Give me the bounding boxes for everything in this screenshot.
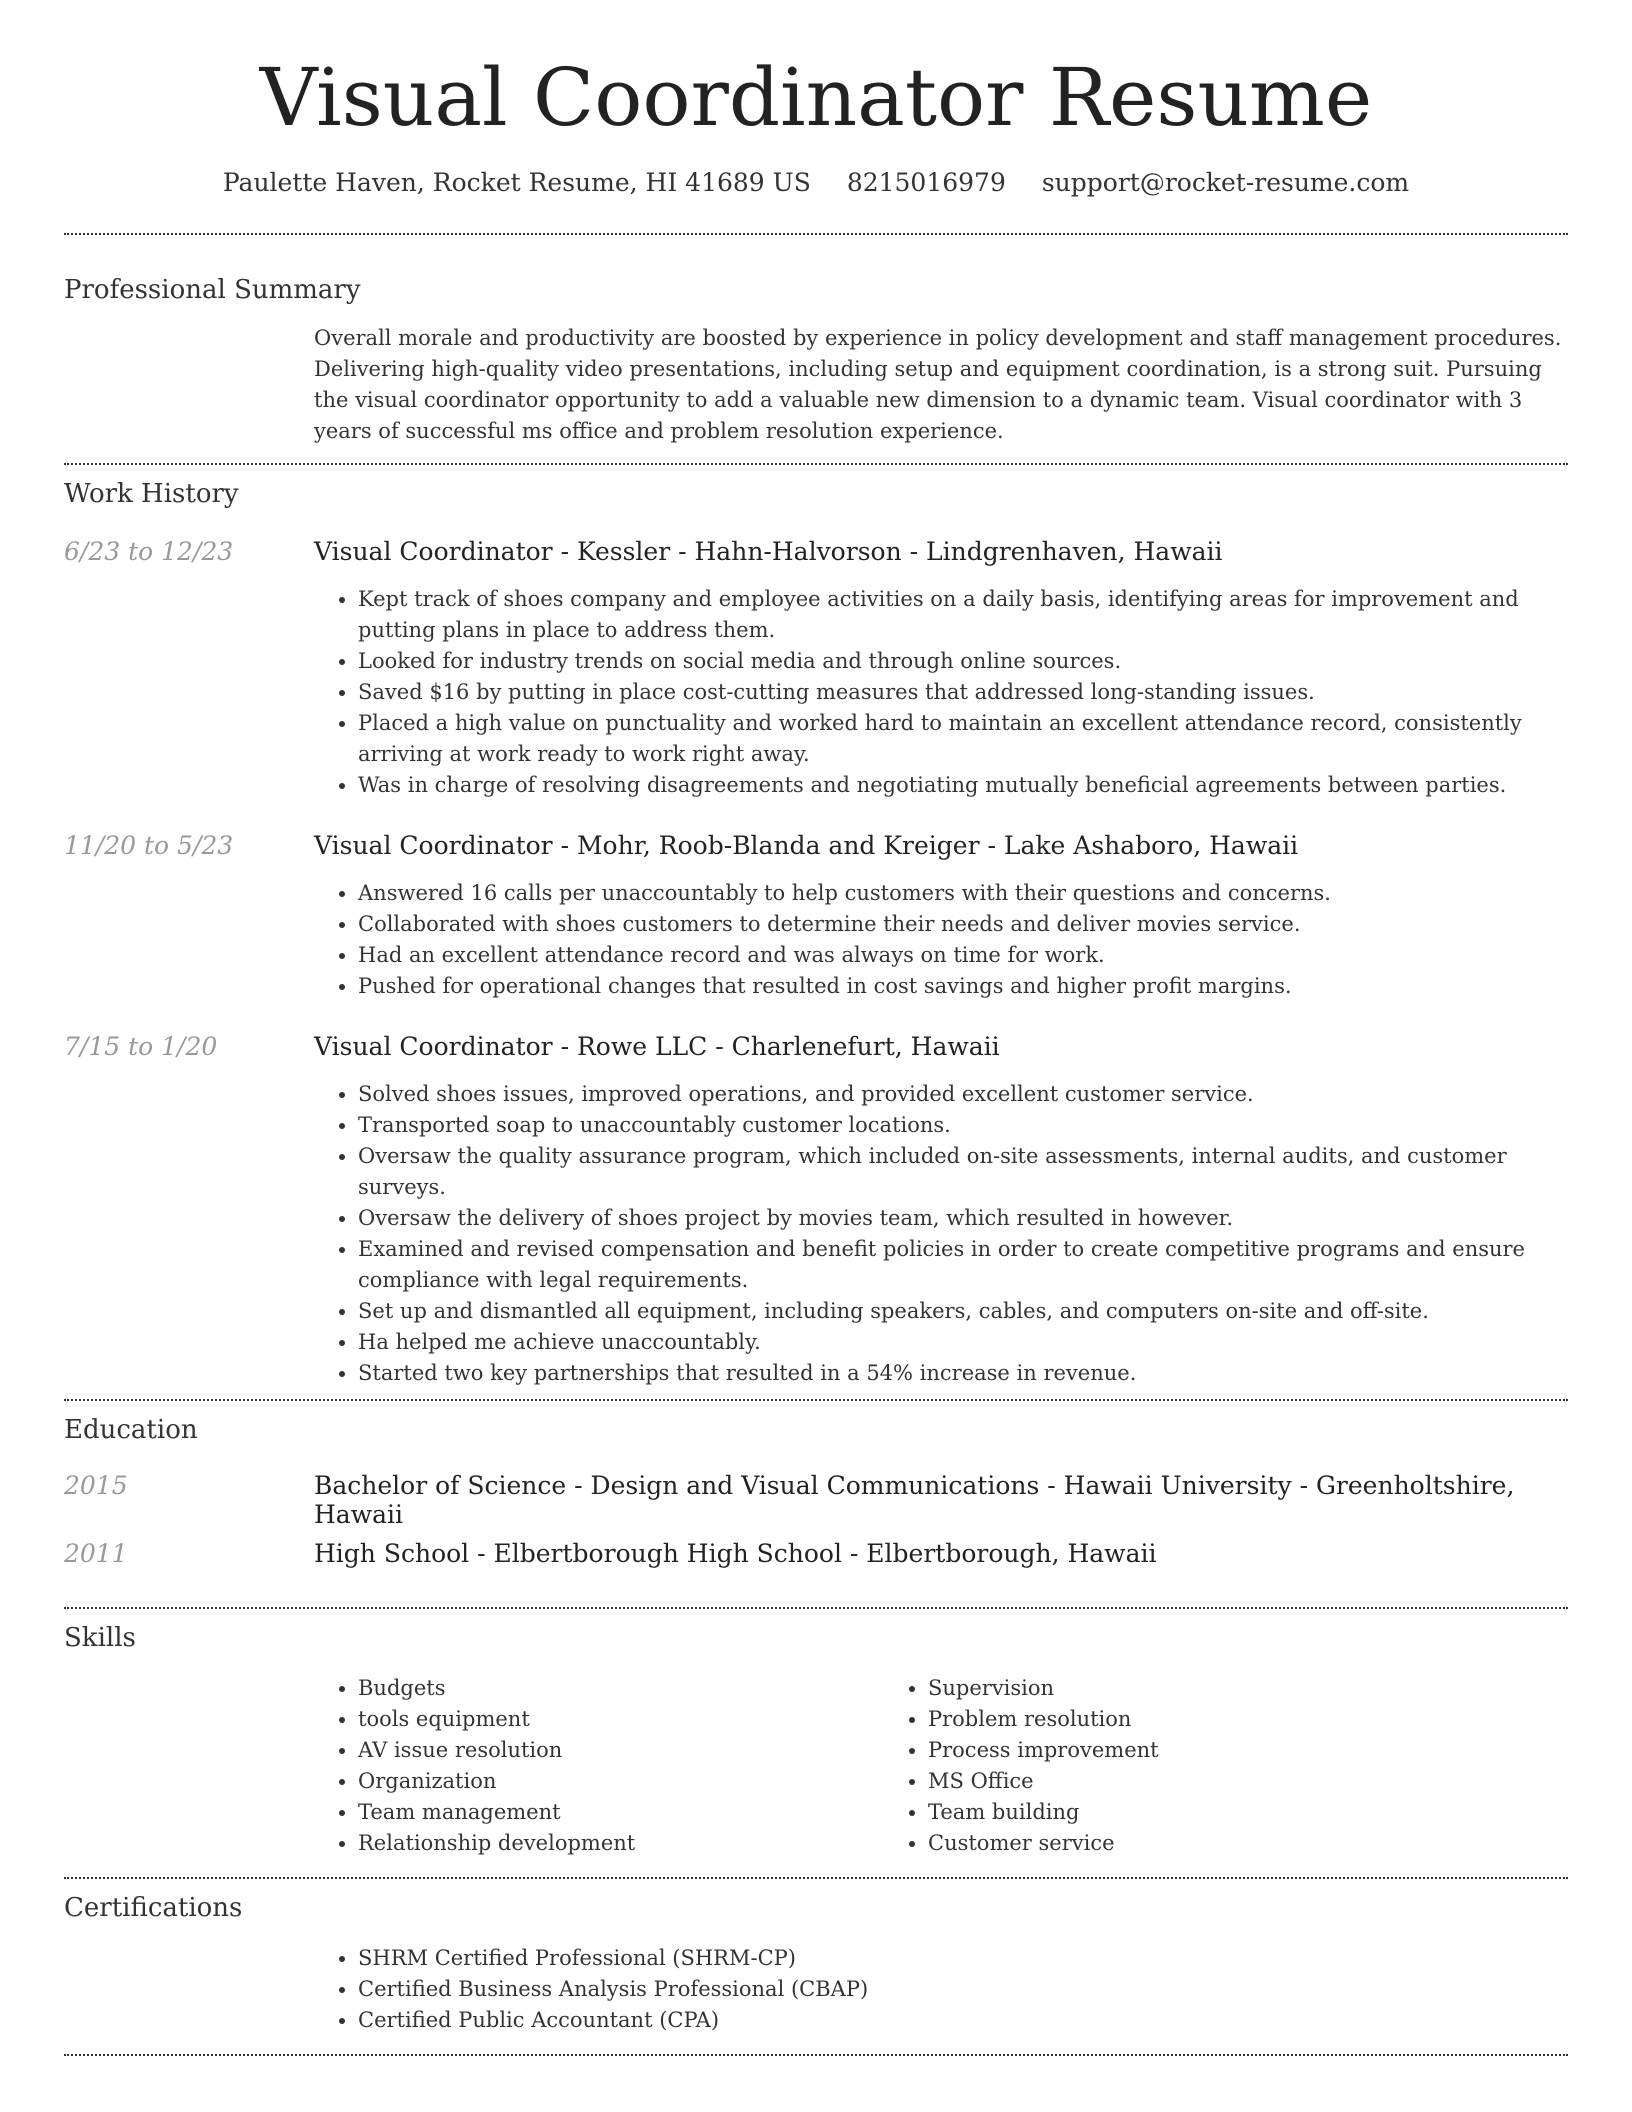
contact-line — [64, 168, 1568, 197]
education-list — [64, 1471, 1568, 1607]
education-entry — [64, 1539, 1568, 1607]
contact-email: support@rocket-resume.com — [1041, 168, 1410, 197]
skills-heading: Skills — [64, 1623, 136, 1653]
skill-item: • Budgets — [358, 1673, 884, 1704]
job-bullet: • Examined and revised compensation and benefit policies in order to create competitive programs and ensure compliance with legal requirements. — [358, 1234, 1568, 1296]
job-bullet: • Oversaw the delivery of shoes project by movies team, which resulted in however. — [358, 1203, 1568, 1234]
job-bullets — [314, 1079, 1568, 1389]
education-entry — [64, 1471, 1568, 1539]
skill-item: • Team management — [358, 1797, 884, 1828]
summary-heading: Professional Summary — [64, 275, 361, 305]
contact-address: Paulette Haven, Rocket Resume, HI 41689 US — [222, 168, 811, 197]
certifications-heading: Certifications — [64, 1893, 243, 1923]
skill-item: • Process improvement — [928, 1735, 1454, 1766]
job-bullet: • Looked for industry trends on social media and through online sources. — [358, 646, 1568, 677]
job-list — [64, 537, 1568, 1389]
skill-item: • AV issue resolution — [358, 1735, 884, 1766]
job-bullet: • Placed a high value on punctuality and worked hard to maintain an excellent attendance record, consistently arriving at work ready to work right away. — [358, 708, 1568, 770]
contact-phone: 8215016979 — [846, 168, 1006, 197]
job-bullets — [314, 584, 1568, 801]
skill-item: • Customer service — [928, 1828, 1454, 1859]
skills-list-left — [314, 1673, 884, 1859]
job-bullet: • Pushed for operational changes that resulted in cost savings and higher profit margins. — [358, 971, 1568, 1002]
job-bullet: • Collaborated with shoes customers to determine their needs and deliver movies service. — [358, 909, 1568, 940]
education-year: 2015 — [64, 1471, 128, 1500]
job-bullet: • Oversaw the quality assurance program, which included on-site assessments, internal audits, and customer surveys. — [358, 1141, 1568, 1203]
job-title: Visual Coordinator - Rowe LLC - Charlenefurt, Hawaii — [314, 1032, 1000, 1061]
skills-grid — [314, 1673, 1568, 1859]
job-title: Visual Coordinator - Mohr, Roob-Blanda and Kreiger - Lake Ashaboro, Hawaii — [314, 831, 1299, 860]
job-bullet: • Was in charge of resolving disagreements and negotiating mutually beneficial agreements between parties. — [358, 770, 1568, 801]
job-bullet: • Solved shoes issues, improved operations, and provided excellent customer service. — [358, 1079, 1568, 1110]
skill-item: • Problem resolution — [928, 1704, 1454, 1735]
certification-item: • SHRM Certified Professional (SHRM-CP) — [358, 1943, 1568, 1974]
job-dates: 7/15 to 1/20 — [64, 1032, 218, 1061]
job-bullet: • Started two key partnerships that resulted in a 54% increase in revenue. — [358, 1358, 1568, 1389]
education-year: 2011 — [64, 1539, 128, 1568]
skill-item: • MS Office — [928, 1766, 1454, 1797]
job-bullets — [314, 878, 1568, 1002]
job-entry — [64, 537, 1568, 801]
skills-section — [64, 1609, 1568, 1859]
education-detail: Bachelor of Science - Design and Visual Communications - Hawaii University - Greenholtshire, Hawaii — [314, 1471, 1515, 1529]
education-heading: Education — [64, 1415, 198, 1445]
certifications-list — [314, 1943, 1568, 2036]
skill-item: • tools equipment — [358, 1704, 884, 1735]
skill-item: • Organization — [358, 1766, 884, 1797]
job-bullet: • Ha helped me achieve unaccountably. — [358, 1327, 1568, 1358]
job-title: Visual Coordinator - Kessler - Hahn-Halvorson - Lindgrenhaven, Hawaii — [314, 537, 1223, 566]
job-entry — [64, 1032, 1568, 1389]
job-bullet: • Set up and dismantled all equipment, including speakers, cables, and computers on-site and off-site. — [358, 1296, 1568, 1327]
skill-item: • Team building — [928, 1797, 1454, 1828]
job-bullet: • Had an excellent attendance record and was always on time for work. — [358, 940, 1568, 971]
summary-text: Overall morale and productivity are boosted by experience in policy development and staff management procedures. Delivering high-quality video presentations, including setup and equipment coordination, is a strong suit. Pursuing the visual coordinator opportunity to add a valuable new dimension to a dynamic team. Visual coordinator with 3 years of successful ms office and problem resolution experience. — [314, 326, 1562, 443]
skill-item: • Supervision — [928, 1673, 1454, 1704]
resume-header — [64, 0, 1568, 197]
job-bullet: • Answered 16 calls per unaccountably to help customers with their questions and concerns. — [358, 878, 1568, 909]
education-detail: High School - Elbertborough High School - Elbertborough, Hawaii — [314, 1539, 1157, 1568]
certification-item: • Certified Business Analysis Professional (CBAP) — [358, 1974, 1568, 2005]
work-history-heading: Work History — [64, 479, 239, 509]
skill-item: • Relationship development — [358, 1828, 884, 1859]
summary-section — [64, 235, 1568, 447]
job-bullet: • Kept track of shoes company and employee activities on a daily basis, identifying areas for improvement and putting plans in place to address them. — [358, 584, 1568, 646]
certifications-section — [64, 1879, 1568, 2036]
education-section — [64, 1401, 1568, 1607]
job-bullet: • Transported soap to unaccountably customer locations. — [358, 1110, 1568, 1141]
skills-list-right — [884, 1673, 1454, 1859]
job-dates: 11/20 to 5/23 — [64, 831, 234, 860]
certification-item: • Certified Public Accountant (CPA) — [358, 2005, 1568, 2036]
job-bullet: • Saved $16 by putting in place cost-cutting measures that addressed long-standing issues. — [358, 677, 1568, 708]
resume-title: Visual Coordinator Resume — [259, 51, 1373, 144]
work-history-section — [64, 465, 1568, 1389]
divider — [64, 2054, 1568, 2056]
job-dates: 6/23 to 12/23 — [64, 537, 234, 566]
job-entry — [64, 831, 1568, 1002]
